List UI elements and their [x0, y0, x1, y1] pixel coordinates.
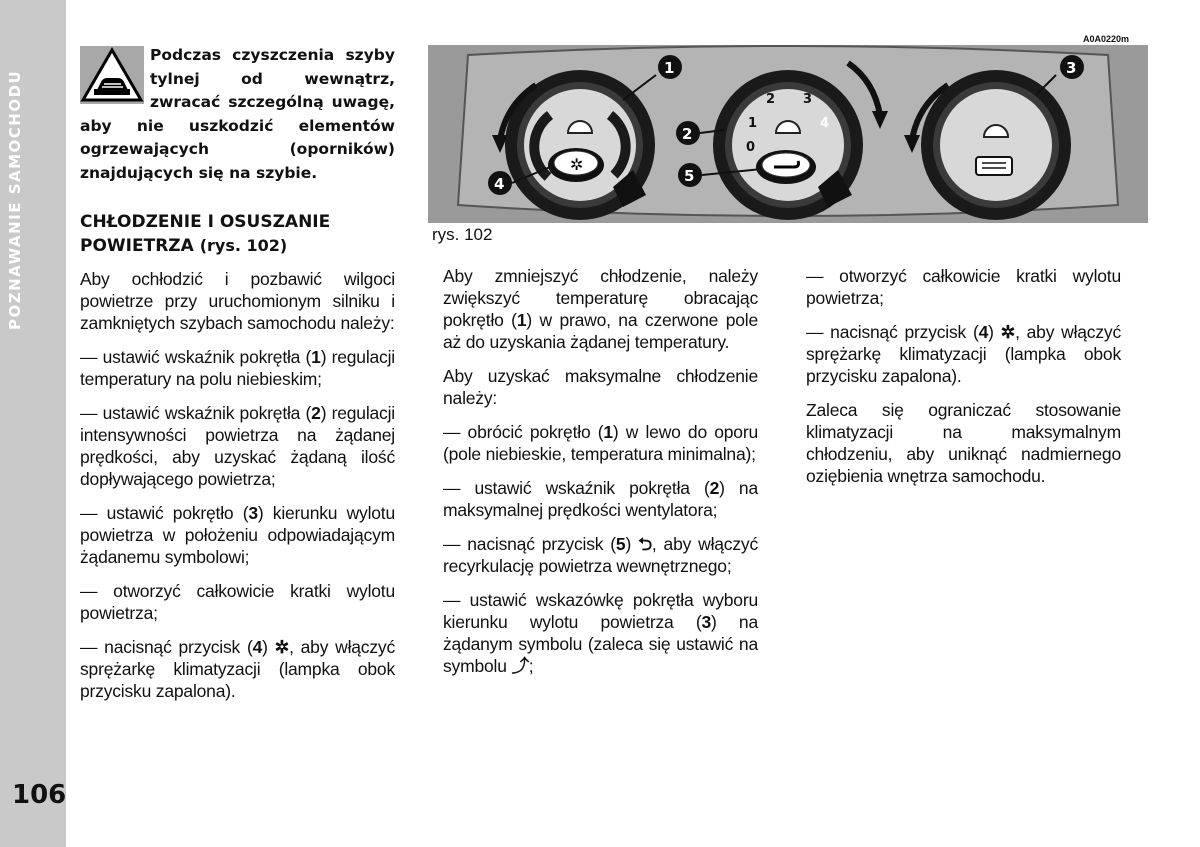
fan-speed-1: 1 [748, 116, 758, 131]
svg-text:2: 2 [682, 125, 693, 143]
paragraph: — otworzyć całkowicie kratki wylotu powietrza; [806, 266, 1121, 308]
text-column-3 [806, 265, 1121, 499]
heading-figure-ref: (rys. 102) [199, 236, 288, 255]
paragraph: — ustawić wskazówkę pokrętła wyboru kierunku wylotu powietrza (3) na żądanym symbolu (zaleca się ustawić na symbolu ⤴; [443, 590, 758, 676]
svg-text:3: 3 [1066, 59, 1077, 77]
paragraph: Aby ochłodzić i pozbawić wilgoci powietrze przy uruchomionym silniku i zamkniętych szybach samochodu należy: [80, 269, 395, 333]
paragraph: — otworzyć całkowicie kratki wylotu powietrza; [80, 581, 395, 623]
fan-speed-3: 3 [803, 92, 813, 107]
paragraph: Aby zmniejszyć chłodzenie, należy zwiększyć temperaturę obracając pokrętło (1) w prawo, na czerwone pole aż do uzyskania żądanej temperatury. [443, 266, 758, 352]
paragraph: — nacisnąć przycisk (4) ✲, aby włączyć sprężarkę klimatyzacji (lampka obok przycisku zapalona). [806, 322, 1121, 386]
heading-title: CHŁODZENIE I OSUSZANIE POWIETRZA [80, 212, 331, 256]
paragraph: — ustawić wskaźnik pokrętła (2) regulacji intensywności powietrza na żądanej prędkości, aby uzyskać żądaną ilość dopływającego powietrza; [80, 403, 395, 489]
section-sidebar [0, 0, 66, 847]
svg-text:5: 5 [684, 167, 695, 185]
paragraph: Zaleca się ograniczać stosowanie klimatyzacji na maksymalnym chłodzeniu, aby uniknąć nadmiernego oziębienia wnętrza samochodu. [806, 400, 1121, 486]
svg-text:4: 4 [494, 175, 505, 193]
warning-text: Podczas czyszczenia szyby tylnej od wewnątrz, zwracać szczególną uwagę, aby nie uszkodzić elementów ogrzewających (oporników) znajdujących się na szybie. [80, 46, 395, 182]
paragraph: — nacisnąć przycisk (5) ⮌, aby włączyć recyrkulację powietrza wewnętrznego; [443, 534, 759, 576]
paragraph: — ustawić wskaźnik pokrętła (1) regulacji temperatury na polu niebieskim; [80, 347, 395, 389]
recirculation-icon: ⮌ [638, 534, 652, 554]
paragraph: — nacisnąć przycisk (4) ✲, aby włączyć sprężarkę klimatyzacji (lampka obok przycisku zapalona). [80, 637, 395, 701]
warning-text-block [80, 44, 395, 185]
figure-caption: rys. 102 [432, 225, 493, 244]
fan-speed-0: 0 [746, 140, 756, 155]
paragraph: — ustawić pokrętło (3) kierunku wylotu powietrza w położeniu odpowiadającym żądanemu symbolowi; [80, 503, 395, 567]
figure-code: A0A0220m [1083, 34, 1130, 44]
section-heading [80, 210, 400, 258]
snowflake-icon: ✲ [1000, 322, 1016, 342]
paragraph: Aby uzyskać maksymalne chłodzenie należy: [443, 366, 758, 408]
paragraph: — ustawić wskaźnik pokrętła (2) na maksymalnej prędkości wentylatora; [443, 478, 758, 520]
svg-text:1: 1 [664, 59, 675, 77]
text-column-1 [80, 268, 395, 714]
paragraph: — obrócić pokrętło (1) w lewo do oporu (pole niebieskie, temperatura minimalna); [443, 422, 758, 464]
fan-speed-4: 4 [820, 116, 830, 131]
page-number: 106 [12, 780, 67, 810]
snowflake-icon: ✲ [274, 637, 290, 657]
section-label: POZNAWANIE SAMOCHODU [6, 69, 24, 330]
fan-speed-2: 2 [766, 92, 776, 107]
text-column-2 [443, 265, 758, 689]
svg-text:✲: ✲ [570, 155, 584, 174]
face-vent-icon: ⤴ [511, 656, 529, 676]
climate-control-panel-figure [428, 45, 1148, 223]
